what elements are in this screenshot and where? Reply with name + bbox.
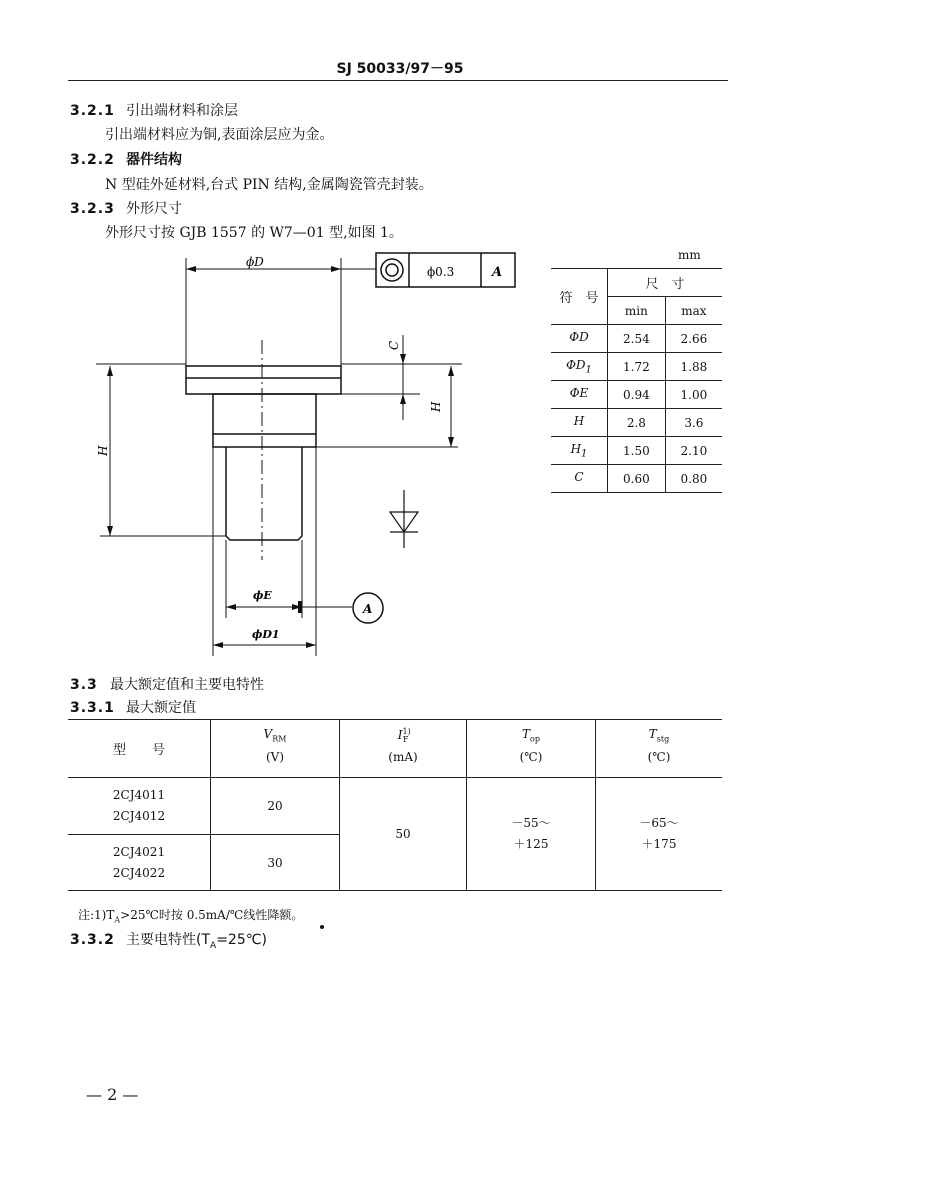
- model-cell: 2CJ4022: [112, 865, 166, 880]
- table-row: 2CJ4011 2CJ4012 20 50 －55～ ＋125 －65～ ＋175: [68, 778, 722, 835]
- section-title: 最大额定值和主要电特性: [110, 677, 264, 693]
- section-number: 3.2.3: [70, 201, 115, 217]
- model-header: 型 号: [68, 720, 211, 778]
- label-h1: H: [429, 401, 443, 412]
- ink-dot: [320, 925, 324, 929]
- section-title: 最大额定值: [126, 700, 196, 716]
- section-title: 器件结构: [126, 152, 182, 168]
- min-header: min: [608, 297, 666, 325]
- top-header: T: [522, 727, 531, 742]
- max-cell: 2.66: [665, 325, 722, 353]
- symbol-cell: ΦE: [569, 385, 589, 400]
- min-cell: 1.72: [608, 353, 666, 381]
- flange-outline: [186, 366, 341, 394]
- min-cell: 2.8: [608, 409, 666, 437]
- min-cell: 1.50: [608, 437, 666, 465]
- symbol-header: 符 号: [551, 269, 608, 325]
- max-cell: 1.88: [665, 353, 722, 381]
- label-c: C: [387, 340, 401, 350]
- table-row: [551, 381, 722, 409]
- label-tolerance: ϕ0.3: [427, 265, 455, 279]
- section-number: 3.3: [70, 677, 98, 693]
- max-cell: 3.6: [665, 409, 722, 437]
- symbol-cell: ΦD: [569, 329, 589, 344]
- section-3-2-3-text: 外形尺寸按 GJB 1557 的 W7—01 型,如图 1。: [105, 225, 403, 241]
- neck-outline: [213, 394, 316, 447]
- pin-outline: [226, 447, 302, 540]
- section-3-3-heading: [70, 674, 264, 694]
- min-cell: 0.60: [608, 465, 666, 493]
- unit-label: mm: [678, 248, 701, 262]
- section-title: 引出端材料和涂层: [126, 103, 238, 119]
- table-row: [551, 465, 722, 493]
- section-number: 3.3.1: [70, 700, 115, 716]
- section-number: 3.3.2: [70, 932, 115, 948]
- section-3-2-2-text: N 型硅外延材料,台式 PIN 结构,金属陶瓷管壳封装。: [105, 177, 433, 193]
- model-cell: 2CJ4011: [112, 788, 166, 802]
- size-header: 尺 寸: [608, 269, 723, 297]
- dimension-table: [551, 268, 722, 493]
- section-3-2-1-text: 引出端材料应为铜,表面涂层应为金。: [105, 127, 334, 143]
- section-3-3-2-heading: [70, 929, 267, 951]
- vrm-cell: 30: [211, 835, 340, 891]
- vrm-cell: 20: [211, 778, 340, 835]
- section-3-3-1-heading: [70, 697, 196, 717]
- tstg-header: T: [648, 727, 657, 742]
- section-title: 外形尺寸: [126, 201, 182, 217]
- label-h: H: [96, 445, 110, 456]
- table-row: [551, 325, 722, 353]
- if-cell: 50: [340, 778, 467, 891]
- table-row: $H_1$ 1.50 2.10: [551, 437, 722, 465]
- page-number: — 2 —: [86, 1085, 139, 1104]
- top-cell: －55～: [511, 816, 551, 830]
- max-cell: 0.80: [665, 465, 722, 493]
- vrm-header: V: [263, 727, 273, 742]
- max-ratings-table: 型 号 $V_{RM}$ (V) $I^{1)}_F$ (mA) $T_{op}$ (℃) $T_{stg}$ (℃) 2CJ4011 2CJ4012 20 50 －55～ ＋125 －65～ ＋175 2CJ4021 2CJ4022 30: [68, 719, 722, 891]
- max-cell: 2.10: [665, 437, 722, 465]
- table-footnote: 注$:1)T_A>25℃$时按 0.5mA/℃线性降额。: [78, 908, 304, 925]
- section-title: 主要电特性$(T_A=25℃)$: [126, 932, 267, 951]
- symbol-cell: ΦD: [566, 357, 586, 372]
- if-header: I: [397, 727, 403, 742]
- label-datum-ref: A: [492, 265, 503, 280]
- label-phi-d1: ϕD1: [252, 628, 280, 641]
- concentricity-symbol-icon: [381, 259, 403, 281]
- symbol-cell: H: [570, 441, 582, 456]
- model-cell: 2CJ4012: [112, 809, 166, 823]
- model-cell: 2CJ4021: [112, 844, 166, 859]
- symbol-cell: C: [574, 469, 584, 484]
- min-cell: 2.54: [608, 325, 666, 353]
- section-number: 3.2.1: [70, 103, 115, 119]
- min-cell: 0.94: [608, 381, 666, 409]
- label-phi-e: ϕE: [253, 589, 272, 602]
- table-row: [551, 409, 722, 437]
- outline-drawing: [0, 0, 540, 670]
- tstg-cell: －65～: [639, 816, 679, 830]
- document-code-header: SJ 50033/97－95: [336, 61, 464, 77]
- max-header: max: [665, 297, 722, 325]
- symbol-cell: H: [573, 413, 585, 428]
- label-datum-a: A: [363, 602, 373, 616]
- table-row: $\Phi D_1$ 1.72 1.88: [551, 353, 722, 381]
- label-phi-d: ϕD: [246, 255, 264, 269]
- section-number: 3.2.2: [70, 152, 115, 168]
- max-cell: 1.00: [665, 381, 722, 409]
